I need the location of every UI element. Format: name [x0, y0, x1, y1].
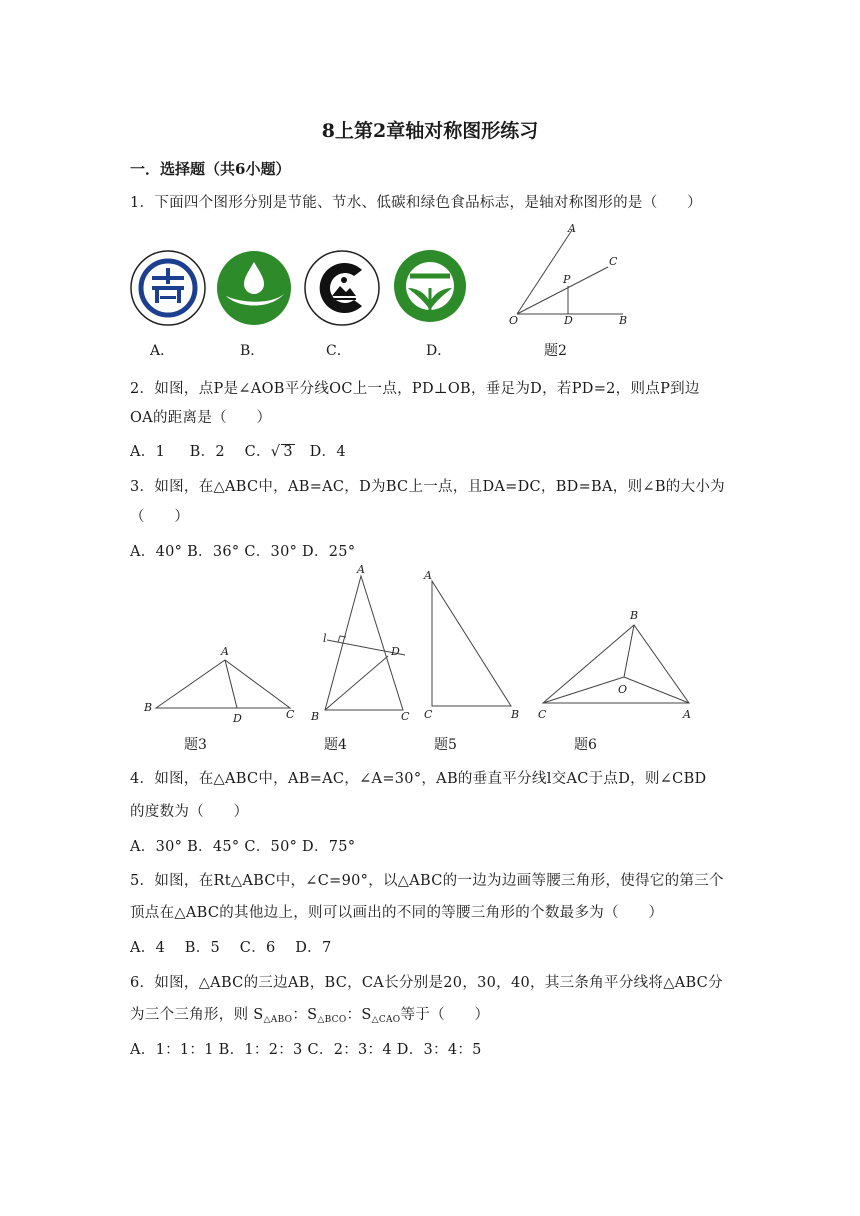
energy-saving-logo-icon: [128, 248, 208, 328]
question-6-line-1: 6．如图，△ABC的三边AB，BC，CA长分别是20，30，40，其三条角平分线将△ABC分: [130, 975, 723, 991]
fig6-label-c: C: [538, 708, 547, 721]
fig4-label-a: A: [357, 563, 365, 576]
label-a: A: [568, 222, 576, 235]
fig4-label-l: l: [323, 632, 327, 645]
question-2-line-1: 2．如图，点P是∠AOB平分线OC上一点，PD⊥OB，垂足为D，若PD=2，则点P到边: [130, 381, 700, 397]
label-d: D: [564, 314, 573, 327]
figure-4: [305, 560, 420, 730]
fig4-label-b: B: [311, 710, 320, 723]
fig3-label-c: C: [286, 708, 295, 721]
q1-option-c: C．: [326, 343, 351, 359]
section-heading: 一．选择题（共6小题）: [130, 160, 291, 178]
figure-5-caption: 题5: [434, 737, 457, 753]
figure-6-caption: 题6: [574, 737, 597, 753]
page-title: 8上第2章轴对称图形练习: [321, 120, 539, 142]
q1-option-a: A．: [150, 343, 175, 359]
fig3-label-a: A: [221, 645, 229, 658]
q1-option-b: B．: [240, 343, 265, 359]
question-3-options: A．40° B．36° C．30° D．25°: [130, 544, 356, 560]
figure-3: [138, 640, 303, 725]
green-food-logo-icon: [392, 248, 472, 328]
question-5-line-2: 顶点在△ABC的其他边上，则可以画出的不同的等腰三角形的个数最多为（ ）: [130, 905, 664, 921]
fig5-label-b: B: [511, 708, 520, 721]
figure-2: [500, 220, 650, 328]
label-p: P: [563, 273, 571, 286]
fig5-label-c: C: [424, 708, 433, 721]
question-3-line-2: （ ）: [130, 509, 190, 525]
figure-2-caption: 题2: [544, 343, 567, 359]
label-b: B: [619, 314, 628, 327]
fig3-label-d: D: [233, 712, 242, 725]
ray-oa: [517, 230, 572, 314]
label-o: O: [509, 314, 519, 327]
figure-3-caption: 题3: [184, 737, 207, 753]
question-5-options: A．4 B．5 C．6 D．7: [130, 940, 332, 956]
fig5-label-a: A: [424, 569, 432, 582]
question-4-line-2: 的度数为（ ）: [130, 804, 249, 820]
question-2-line-2: OA的距离是（ ）: [130, 410, 272, 426]
question-4-line-1: 4．如图，在△ABC中，AB=AC，∠A=30°，AB的垂直平分线l交AC于点D，则∠CBD: [130, 771, 707, 787]
fig4-label-d: D: [391, 645, 400, 658]
fig6-label-a: A: [683, 708, 691, 721]
question-3-line-1: 3．如图，在△ABC中，AB=AC，D为BC上一点，且DA=DC，BD=BA，则∠B的大小为: [130, 479, 725, 495]
question-1-text: 1．下面四个图形分别是节能、节水、低碳和绿色食品标志，是轴对称图形的是（ ）: [130, 195, 702, 211]
question-6-options: A．1：1：1 B．1：2：3 C．2：3：4 D．3：4：5: [130, 1042, 482, 1058]
fig3-label-b: B: [144, 701, 153, 714]
low-carbon-logo-icon: [302, 248, 382, 328]
question-2-options: A．1 B．2 C．√ 3 D．4: [130, 444, 346, 460]
fig6-label-o: O: [618, 683, 628, 696]
water-saving-logo-icon: [214, 248, 294, 328]
label-c: C: [609, 255, 618, 268]
figure-5: [418, 565, 533, 725]
q1-option-d: D．: [426, 343, 452, 359]
figure-6: [530, 605, 705, 725]
question-6-line-2: 为三个三角形，则 $S_{\triangle ABO}$：$S_{\triangle BCO}$：$S_{\triangle CAO}$等于（ ）: [130, 1007, 490, 1025]
question-5-line-1: 5．如图，在Rt△ABC中，∠C=90°，以△ABC的一边为边画等腰三角形，使得它的第三个: [130, 873, 724, 889]
sqrt-symbol: √: [270, 444, 281, 460]
fig6-label-b: B: [630, 609, 639, 622]
question-4-options: A．30° B．45° C．50° D．75°: [130, 839, 356, 855]
figure-4-caption: 题4: [324, 737, 347, 753]
fig4-label-c: C: [401, 710, 410, 723]
